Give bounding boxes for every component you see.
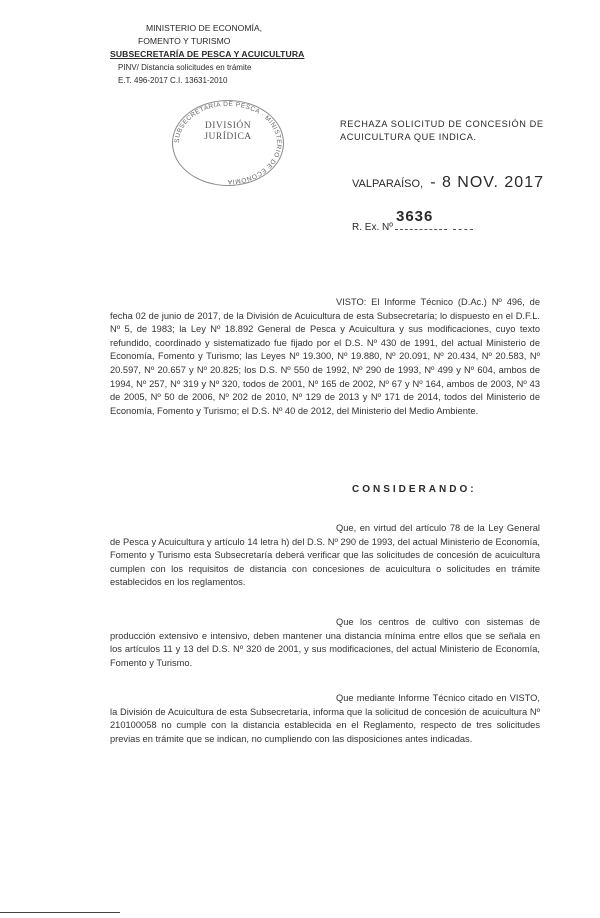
ministry-line1: MINISTERIO DE ECONOMÍA, (146, 23, 263, 33)
seal-inner-line1: DIVISIÓN (204, 121, 252, 131)
visto-paragraph: VISTO: El Informe Técnico (D.Ac.) Nº 496, de fecha 02 de junio de 2017, de la División de Acuicultura de esta Subsecretaría; lo dispuesto en el D.F.L. Nº 5, de 1983; la Ley Nº 18.892 General de Pesca y Acuicultura y sus modificaciones, cuyo texto refundido, coordinado y sistematizado fue fijado por el D.S. Nº 430 de 1991, del actual Ministerio de Economía, Fomento y Turismo; las Leyes Nº 19.300, Nº 19.880, Nº 20.091, Nº 20.434, Nº 20.583, Nº 20.597, Nº 20.657 y Nº 20.825; los D.S. Nº 550 de 1992, Nº 290 de 1993, Nº 499 y Nº 604, ambos de 1994, Nº 257, Nº 319 y Nº 320, todos de 2001, Nº 165 de 2002, Nº 67 y Nº 164, ambos de 2003, Nº 43 de 2005, Nº 50 de 2006, Nº 202 de 2010, Nº 129 de 2013 y Nº 171 de 2014, todos del Ministerio de Economía, Fomento y Turismo; el D.S. Nº 40 de 2012, del Ministerio del Medio Ambiente. (110, 297, 540, 416)
resolution-label: R. Ex. Nº (352, 222, 393, 233)
considerando-paragraph-2: Que los centros de cultivo con sistemas de producción extensivo e intensivo, deben mantener una distancia mínima entre ellos que se señala en los artículos 11 y 13 del D.S. Nº 320 de 2001, y sus modificaciones, del actual Ministerio de Economía, Fomento y Turismo. (110, 617, 540, 668)
letterhead (110, 22, 310, 87)
seal-ring-icon (169, 97, 287, 189)
subsecretaria-name: SUBSECRETARÍA DE PESCA Y ACUICULTURA (110, 49, 305, 59)
place-date (352, 174, 544, 192)
date-stamp: - 8 NOV. 2017 (430, 174, 544, 191)
official-seal (172, 100, 284, 186)
footnote-rule (0, 912, 120, 913)
seal-center (203, 121, 253, 143)
seal-inner-line2: JURÍDICA (204, 132, 252, 142)
resolution-number: 3636 (396, 208, 434, 225)
svg-text:SUBSECRETARÍA DE PESCA · MINIS (174, 100, 282, 187)
pinv-reference: PINV/ Distancia solicitudes en trámite (118, 63, 252, 72)
resolution-dots (395, 229, 447, 230)
file-reference: E.T. 496-2017 C.I. 13631-2010 (118, 76, 228, 85)
place: VALPARAÍSO, (352, 178, 424, 190)
considerando-paragraph-1: Que, en virtud del artículo 78 de la Ley General de Pesca y Acuicultura y artículo 14 letra h) del D.S. Nº 290 de 1993, del actual Ministerio de Economía, Fomento y Turismo esta Subsecretaría deberá verificar que las solicitudes de concesión de acuicultura cumplen con los requisitos de distancia con concesiones de acuicultura o solicitudes en trámite establecidos en los reglamentos. (110, 523, 540, 588)
resolution-subject: RECHAZA SOLICITUD DE CONCESIÓN DE ACUICULTURA QUE INDICA. (340, 119, 544, 142)
considerando-heading: CONSIDERANDO: (352, 484, 477, 495)
ministry-line2: FOMENTO Y TURISMO (138, 36, 231, 46)
resolution-number-line (352, 208, 473, 233)
considerando-paragraph-3: Que mediante Informe Técnico citado en VISTO, la División de Acuicultura de esta Subsecretaría, informa que la solicitud de concesión de acuicultura Nº 210100058 no cumple con la distancia establecida en el Reglamento, respecto de tres solicitudes previas en trámite que se indican, no cumpliendo con las disposiciones antes indicadas. (110, 693, 540, 744)
seal-ring-text: SUBSECRETARÍA DE PESCA · MINISTERIO DE ECONOMÍA (173, 100, 283, 186)
resolution-dots-tail (453, 229, 473, 230)
